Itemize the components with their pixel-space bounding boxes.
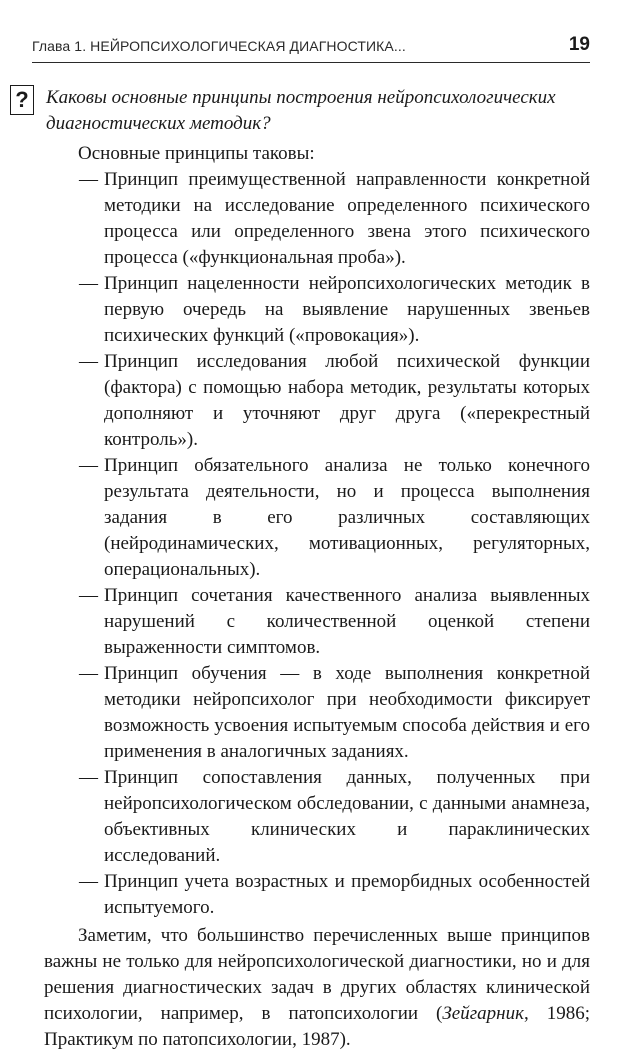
list-item bbox=[44, 453, 590, 583]
list-dash: — bbox=[79, 871, 98, 892]
list-dash: — bbox=[79, 169, 98, 190]
list-dash: — bbox=[79, 351, 98, 372]
list-item-text: Принцип преимущественной направленности конкретной методики на исследование определенного психического процесса или определенного звена этого психического процесса («функциональная проба»). bbox=[104, 169, 590, 268]
question-mark-glyph: ? bbox=[15, 87, 29, 112]
list-dash: — bbox=[79, 273, 98, 294]
body-text bbox=[44, 141, 590, 1053]
list-dash: — bbox=[79, 767, 98, 788]
running-header bbox=[32, 32, 590, 63]
citation-author: Зейгарник bbox=[442, 1003, 524, 1024]
question-box-icon bbox=[10, 85, 34, 115]
closing-paragraph bbox=[44, 923, 590, 1053]
list-item-text: Принцип нацеленности нейропсихологических методик в первую очередь на выявление нарушенных звеньев психических функций («провокация»). bbox=[104, 273, 590, 346]
page-number: 19 bbox=[568, 34, 590, 55]
list-item bbox=[44, 271, 590, 349]
list-dash: — bbox=[79, 455, 98, 476]
list-item-text: Принцип обучения — в ходе выполнения конкретной методики нейропсихолог при необходимости фиксирует возможность усвоения испытуемым способа действия и его применения в аналогичных заданиях. bbox=[104, 663, 590, 762]
list-item bbox=[44, 765, 590, 869]
list-dash: — bbox=[79, 663, 98, 684]
chapter-title: Глава 1. НЕЙРОПСИХОЛОГИЧЕСКАЯ ДИАГНОСТИКА... bbox=[32, 38, 406, 54]
list-item-text: Принцип исследования любой психической функции (фактора) с помощью набора методик, результаты которых дополняют и уточняют друг друга («перекрестный контроль»). bbox=[104, 351, 590, 450]
list-item-text: Принцип сопоставления данных, полученных при нейропсихологическом обследовании, с данными анамнеза, объективных клинических и параклинических исследований. bbox=[104, 767, 590, 866]
list-item bbox=[44, 349, 590, 453]
list-item bbox=[44, 661, 590, 765]
list-item bbox=[44, 869, 590, 921]
list-dash: — bbox=[79, 585, 98, 606]
list-item-text: Принцип обязательного анализа не только конечного результата деятельности, но и процесса выполнения задания в его различных составляющих (нейродинамических, мотивационных, регуляторных, операциональных). bbox=[104, 455, 590, 580]
closing-text-start: Заметим, что большинство перечисленных выше принципов важны не только для нейропсихологической диагностики, но и для решения диагностических задач в других областях клинической психологии, например, в патопсихологии ( bbox=[44, 925, 590, 1024]
question-heading: Каковы основные принципы построения нейропсихологических диагностических методик? bbox=[46, 87, 556, 134]
list-item-text: Принцип сочетания качественного анализа выявленных нарушений с количественной оценкой степени выраженности симптомов. bbox=[104, 585, 590, 658]
intro-paragraph: Основные принципы таковы: bbox=[78, 143, 315, 164]
list-item-text: Принцип учета возрастных и преморбидных особенностей испытуемого. bbox=[104, 871, 590, 918]
list-item bbox=[44, 583, 590, 661]
closing-text-end: , 1986; Практикум по патопсихологии, 1987). bbox=[44, 1003, 590, 1050]
list-item bbox=[44, 167, 590, 271]
